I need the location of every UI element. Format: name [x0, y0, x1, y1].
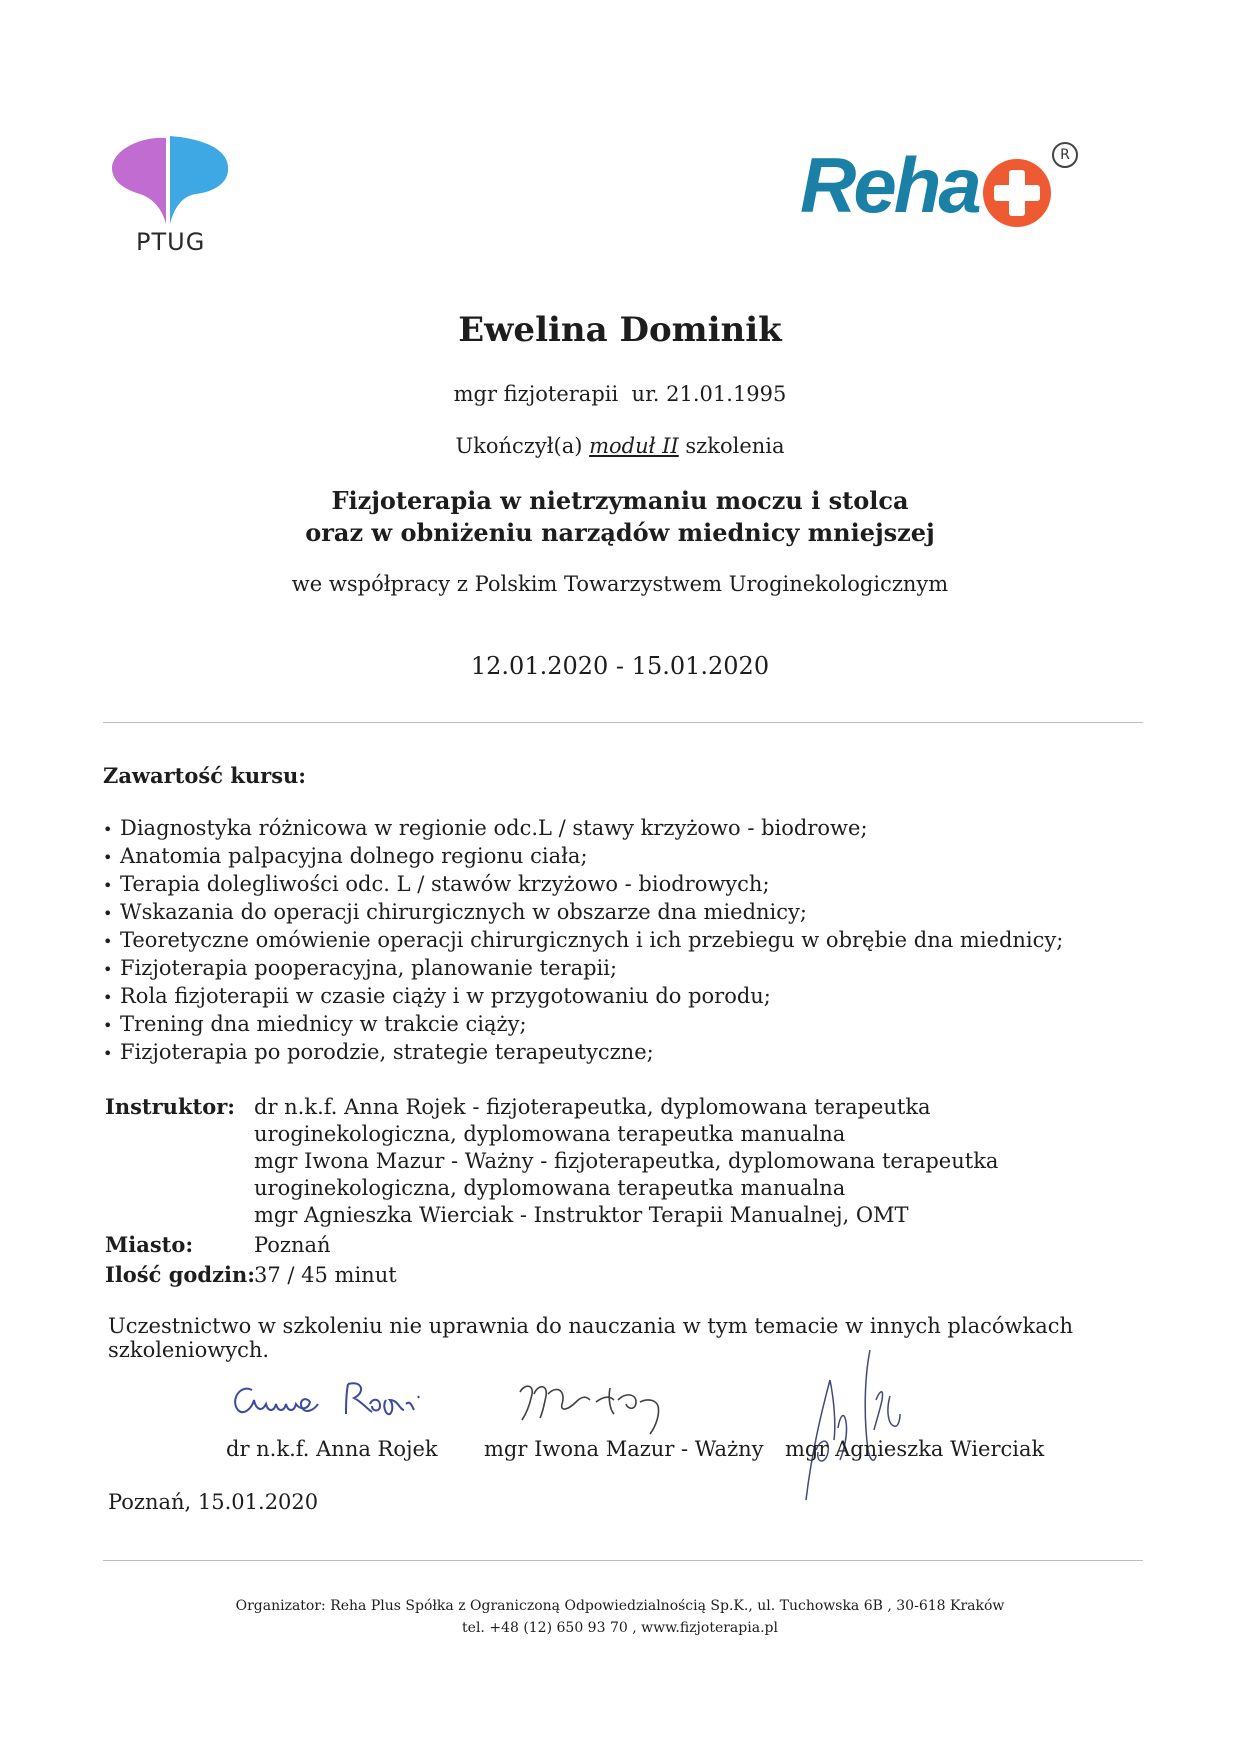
completion-prefix: Ukończył(a)	[455, 434, 590, 458]
place-and-date: Poznań, 15.01.2020	[108, 1490, 319, 1514]
list-item: • Fizjoterapia pooperacyjna, planowanie terapii;	[103, 954, 1063, 982]
contents-heading: Zawartość kursu:	[103, 763, 307, 788]
completion-statement	[0, 434, 1240, 458]
list-item: • Wskazania do operacji chirurgicznych w obszarze dna miednicy;	[103, 898, 1063, 926]
hours-value: 37 / 45 minut	[254, 1263, 397, 1287]
list-item: • Diagnostyka różnicowa w regionie odc.L / stawy krzyżowo - biodrowe;	[103, 814, 1063, 842]
contents-list	[103, 814, 1063, 1066]
ptug-logo-text: PTUG	[136, 228, 206, 256]
divider	[103, 1560, 1143, 1561]
hours-label: Ilość godzin:	[105, 1262, 256, 1287]
footer-contact: tel. +48 (12) 650 93 70 , www.fizjoterapia.pl	[462, 1620, 778, 1636]
registered-mark-icon: R	[1052, 142, 1078, 168]
list-item: • Teoretyczne omówienie operacji chirurgicznych i ich przebiegu w obrębie dna miednicy;	[103, 926, 1063, 954]
ptug-logo-mark	[108, 132, 238, 228]
list-item: • Fizjoterapia po porodzie, strategie terapeutyczne;	[103, 1038, 1063, 1066]
ptug-logo	[108, 132, 238, 262]
instructor-entry: mgr Agnieszka Wierciak - Instruktor Terapii Manualnej, OMT	[254, 1203, 909, 1227]
footer-organizer: Organizator: Reha Plus Spółka z Ograniczoną Odpowiedzialnością Sp.K., ul. Tuchowska 6B , 30-618 Kraków	[235, 1598, 1005, 1614]
signature-agnieszka-wierciak	[772, 1340, 952, 1520]
signature-anna-rojek	[222, 1370, 432, 1430]
signature-name: mgr Agnieszka Wierciak	[785, 1437, 1045, 1461]
city-label: Miasto:	[105, 1232, 194, 1257]
cooperation-note: we współpracy z Polskim Towarzystwem Uroginekologicznym	[291, 572, 949, 596]
reha-logo-text: Reha	[800, 141, 979, 229]
signature-name: mgr Iwona Mazur - Ważny	[484, 1437, 764, 1461]
completion-suffix: szkolenia	[678, 434, 785, 458]
list-item: • Trening dna miednicy w trakcie ciąży;	[103, 1010, 1063, 1038]
disclaimer: Uczestnictwo w szkoleniu nie uprawnia do nauczania w tym temacie w innych placówkach szkoleniowych.	[108, 1314, 1073, 1362]
recipient-name: Ewelina Dominik	[458, 310, 782, 350]
plus-icon	[980, 156, 1054, 230]
course-dates: 12.01.2020 - 15.01.2020	[470, 652, 770, 680]
divider	[103, 722, 1143, 723]
signature-iwona-mazur-wazny	[510, 1370, 690, 1440]
course-title-line-1: Fizjoterapia w nietrzymaniu moczu i stolca	[331, 486, 909, 515]
city-value: Poznań	[254, 1233, 331, 1257]
instructor-label: Instruktor:	[105, 1094, 236, 1119]
instructor-entry: mgr Iwona Mazur - Ważny - fizjoterapeutka, dyplomowana terapeutka uroginekologiczna, dyplomowana terapeutka manualna	[254, 1149, 999, 1200]
list-item: • Terapia dolegliwości odc. L / stawów krzyżowo - biodrowych;	[103, 870, 1063, 898]
reha-logo	[800, 141, 1090, 236]
module-name: moduł II	[589, 434, 679, 458]
signature-name: dr n.k.f. Anna Rojek	[226, 1437, 438, 1461]
instructor-entry: dr n.k.f. Anna Rojek - fizjoterapeutka, dyplomowana terapeutka uroginekologiczna, dyplomowana terapeutka manualna	[254, 1095, 931, 1146]
course-title-line-2: oraz w obniżeniu narządów miednicy mniejszej	[305, 518, 935, 547]
recipient-degree: mgr fizjoterapii ur. 21.01.1995	[453, 382, 787, 406]
list-item: • Rola fizjoterapii w czasie ciąży i w przygotowaniu do porodu;	[103, 982, 1063, 1010]
list-item: • Anatomia palpacyjna dolnego regionu ciała;	[103, 842, 1063, 870]
